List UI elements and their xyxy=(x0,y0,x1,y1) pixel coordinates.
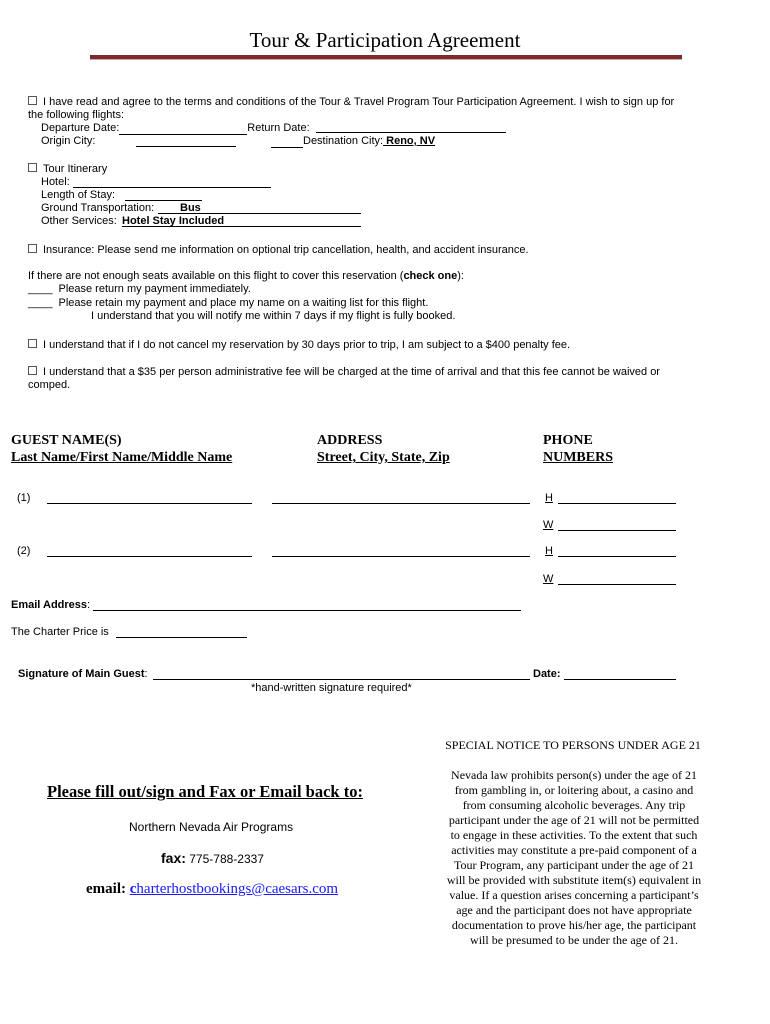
seats-instruction xyxy=(28,270,708,283)
ground-value: Bus xyxy=(180,202,201,214)
guest-1-home-phone-field[interactable] xyxy=(558,503,676,504)
seats-option-2[interactable] xyxy=(28,297,428,310)
option-2-text: Please retain my payment and place my name on a waiting list for this flight. xyxy=(58,297,429,309)
guest-1-work-phone-field[interactable] xyxy=(558,530,676,531)
origin-city-field[interactable] xyxy=(136,146,236,147)
destination-row xyxy=(271,135,435,148)
cancel-text: I understand that if I do not cancel my reservation by 30 days prior to trip, I am subject to a $400 penalty fee. xyxy=(43,339,571,351)
notice-line: participant under the age of 21 will not be permitted xyxy=(448,813,700,827)
check-one-label: check one xyxy=(403,270,458,282)
fax-number: 775-788-2337 xyxy=(189,852,264,866)
guest-subtitle: Last Name/First Name/Middle Name xyxy=(11,450,233,465)
fee-text: I understand that a $35 per person administrative fee will be charged at the time of arrival and that this fee cannot be waived or comped. xyxy=(28,366,660,391)
notice-line: to engage in these activities. To the extent that such xyxy=(450,828,698,842)
return-label: Return Date: xyxy=(247,122,310,134)
seats-note: I understand that you will notify me within 7 days if my flight is fully booked. xyxy=(91,310,456,322)
charter-label: The Charter Price is xyxy=(11,626,109,638)
notice-heading: SPECIAL NOTICE TO PERSONS UNDER AGE 21 xyxy=(445,738,701,752)
option-1-text: Please return my payment immediately. xyxy=(58,283,251,295)
email-address-field[interactable] xyxy=(93,610,521,611)
length-label: Length of Stay: xyxy=(41,189,115,201)
notice-line: Tour Program, any participant under the age of 21 xyxy=(453,858,695,872)
guest-1-home-label xyxy=(545,492,553,505)
fax-row xyxy=(161,850,264,867)
org-name: Northern Nevada Air Programs xyxy=(129,820,294,834)
home-label: H xyxy=(545,492,553,504)
notice-line: age and the participant does not have appropriate xyxy=(456,903,692,917)
address-subtitle: Street, City, State, Zip xyxy=(317,450,450,465)
email-label-row: Email Address: xyxy=(11,599,91,611)
other-value: Hotel Stay Included xyxy=(122,215,225,227)
signature-note: *hand-written signature required* xyxy=(251,682,412,694)
notice-line: will be presumed to be under the age of 21. xyxy=(470,933,678,947)
destination-label: Destination City: xyxy=(303,135,384,147)
date-label: Date: xyxy=(533,668,561,680)
notice-line: value. If a question arises concerning a participant’s xyxy=(449,888,699,902)
work-label: W xyxy=(543,519,554,531)
phone-subtitle: NUMBERS xyxy=(543,450,614,465)
notice-line: from gambling in, or loitering about, a casino and xyxy=(454,783,694,797)
email-rest: harterhostbookings@caesars.com xyxy=(136,881,339,897)
contact-email-link[interactable] xyxy=(130,881,338,897)
charter-price-field[interactable] xyxy=(116,637,247,638)
hotel-row xyxy=(41,176,70,189)
itinerary-heading-text: Tour Itinerary xyxy=(43,163,108,175)
agree-section xyxy=(28,96,678,122)
guest-2-name-field[interactable] xyxy=(47,556,252,557)
itinerary-checkbox[interactable] xyxy=(28,163,37,172)
cancel-row xyxy=(28,339,708,352)
email-back-label: email: xyxy=(86,881,126,897)
notice-line: from consuming alcoholic beverages. Any trip xyxy=(462,798,686,812)
address-title: ADDRESS xyxy=(317,433,383,448)
departure-label: Departure Date: xyxy=(41,122,120,134)
guest-1-address-field[interactable] xyxy=(272,503,530,504)
return-date-field[interactable] xyxy=(316,132,506,133)
guest-1-name-field[interactable] xyxy=(47,503,252,504)
phone-header xyxy=(543,432,613,466)
departure-row xyxy=(41,122,310,135)
guest-name-header xyxy=(11,432,232,466)
phone-title: PHONE xyxy=(543,433,593,448)
hotel-field[interactable] xyxy=(73,187,271,188)
seats-option-1[interactable] xyxy=(28,283,251,296)
notice-line: activities may constitute a pre-paid component of a xyxy=(451,843,697,857)
fax-back-heading: Please fill out/sign and Fax or Email back to: xyxy=(47,782,363,801)
origin-label: Origin City: xyxy=(41,135,96,147)
email-label: Email Address xyxy=(11,599,88,611)
work-label: W xyxy=(543,573,554,585)
agree-checkbox[interactable] xyxy=(28,96,37,105)
insurance-checkbox[interactable] xyxy=(28,244,37,253)
signature-date-field[interactable] xyxy=(564,679,676,680)
address-header xyxy=(317,432,450,466)
fee-checkbox[interactable] xyxy=(28,366,37,375)
guest-2-work-phone-field[interactable] xyxy=(558,584,676,585)
guest-2-address-field[interactable] xyxy=(272,556,530,557)
ground-label: Ground Transportation: xyxy=(41,202,155,214)
cancel-checkbox[interactable] xyxy=(28,339,37,348)
guest-2-home-label xyxy=(545,545,553,558)
notice-line: documentation to prove his/her age, the participant xyxy=(451,918,697,932)
other-label: Other Services: xyxy=(41,215,117,227)
notice-body xyxy=(424,768,724,948)
ground-transport-field[interactable] xyxy=(158,202,361,214)
signature-label: Signature of Main Guest xyxy=(18,668,145,680)
email-first-letter: c xyxy=(129,881,137,897)
itinerary-heading xyxy=(28,163,107,176)
title-rule xyxy=(90,55,682,60)
guest-title: GUEST NAME(S) xyxy=(11,433,122,448)
home-label: H xyxy=(545,545,553,557)
notice-line: Nevada law prohibits person(s) under the age of 21 xyxy=(451,768,697,782)
ground-row xyxy=(41,202,154,215)
seats-prefix: If there are not enough seats available on this flight to cover this reservation ( xyxy=(28,270,404,282)
signature-field[interactable] xyxy=(153,679,530,680)
length-of-stay-field[interactable] xyxy=(125,200,202,201)
fax-label: fax: xyxy=(161,850,186,866)
insurance-text: Insurance: Please send me information on optional trip cancellation, health, and accident insurance. xyxy=(43,244,529,256)
page-title: Tour & Participation Agreement xyxy=(249,28,521,52)
guest-1-work-label xyxy=(543,519,553,532)
option-2-blank[interactable]: ____ xyxy=(28,297,53,309)
row-2-number: (2) xyxy=(17,545,31,557)
notice-line: will be provided with substitute item(s) equivalent in xyxy=(446,873,702,887)
other-services-field[interactable] xyxy=(122,215,361,227)
insurance-row xyxy=(28,244,678,257)
destination-value: Reno, NV xyxy=(383,135,436,147)
option-1-blank[interactable]: ____ xyxy=(28,283,53,295)
row-1-number: (1) xyxy=(17,492,31,504)
guest-2-home-phone-field[interactable] xyxy=(558,556,676,557)
email-back-row xyxy=(86,880,338,898)
fee-row xyxy=(28,366,688,392)
seats-suffix: ): xyxy=(457,270,464,282)
hotel-label: Hotel: xyxy=(41,176,70,188)
signature-label-row: Signature of Main Guest: xyxy=(18,668,148,680)
destination-blank[interactable] xyxy=(271,137,303,148)
departure-date-field[interactable] xyxy=(119,124,247,135)
agree-text: I have read and agree to the terms and conditions of the Tour & Travel Program Tour Participation Agreement. I wish to sign up for the following flights: xyxy=(28,96,675,121)
guest-2-work-label xyxy=(543,573,553,586)
